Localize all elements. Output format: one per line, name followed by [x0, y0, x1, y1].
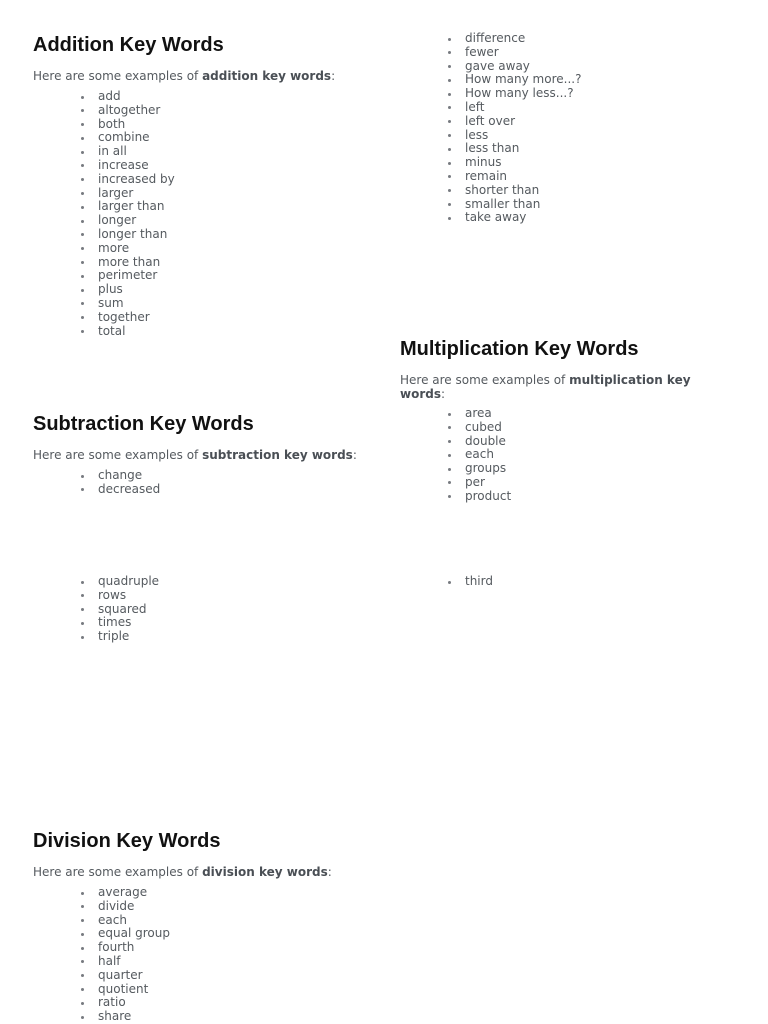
list-item: fewer — [448, 46, 581, 60]
list-item: half — [81, 955, 170, 969]
list-item: ratio — [81, 996, 170, 1010]
division-intro-colon: : — [327, 865, 332, 879]
subtraction-intro-colon: : — [352, 448, 357, 462]
list-item: quadruple — [81, 575, 159, 589]
list-item: total — [81, 325, 175, 339]
list-item: left — [448, 101, 581, 115]
subtraction-word-list — [81, 469, 160, 497]
list-item: each — [81, 914, 170, 928]
list-item: product — [448, 490, 511, 504]
list-item: change — [81, 469, 160, 483]
division-intro-bold: division key words — [202, 865, 328, 879]
list-item: both — [81, 118, 175, 132]
list-item: altogether — [81, 104, 175, 118]
list-item: in all — [81, 145, 175, 159]
list-item: add — [81, 90, 175, 104]
list-item: shorter than — [448, 184, 581, 198]
list-item: less than — [448, 142, 581, 156]
list-item: increased by — [81, 173, 175, 187]
list-item: decreased — [81, 483, 160, 497]
subtraction-intro — [33, 448, 357, 462]
addition-section — [33, 33, 335, 83]
subtraction-heading: Subtraction Key Words — [33, 413, 254, 435]
list-item: longer — [81, 214, 175, 228]
list-item: squared — [81, 603, 159, 617]
multiplication-word-list — [448, 407, 511, 504]
list-item: larger — [81, 187, 175, 201]
list-item: quarter — [81, 969, 170, 983]
list-item: triple — [81, 630, 159, 644]
list-item: remain — [448, 170, 581, 184]
addition-intro-text: Here are some examples of — [33, 69, 203, 83]
subtraction-section — [33, 412, 357, 462]
subtraction-intro-text: Here are some examples of — [33, 448, 203, 462]
list-item: share — [81, 1010, 170, 1024]
addition-intro — [33, 69, 335, 83]
multiplication-heading: Multiplication Key Words — [400, 338, 639, 360]
list-item: times — [81, 616, 159, 630]
addition-intro-colon: : — [331, 69, 336, 83]
list-item: left over — [448, 115, 581, 129]
list-item: take away — [448, 211, 581, 225]
list-item: increase — [81, 159, 175, 173]
multiplication-intro — [400, 373, 720, 401]
list-item: area — [448, 407, 511, 421]
addition-word-list — [81, 90, 175, 338]
multiplication-intro-colon: : — [440, 387, 446, 401]
division-section — [33, 829, 332, 879]
multiplication-section — [400, 337, 720, 401]
list-item: double — [448, 435, 511, 449]
list-item: more — [81, 242, 175, 256]
division-intro — [33, 865, 332, 879]
list-item: minus — [448, 156, 581, 170]
list-item: third — [448, 575, 493, 589]
list-item: average — [81, 886, 170, 900]
division-intro-text: Here are some examples of — [33, 865, 203, 879]
list-item: more than — [81, 256, 175, 270]
list-item: perimeter — [81, 269, 175, 283]
list-item: gave away — [448, 60, 581, 74]
list-item: less — [448, 129, 581, 143]
multiplication-word-list-continued — [81, 575, 159, 644]
list-item: sum — [81, 297, 175, 311]
list-item: groups — [448, 462, 511, 476]
list-item: How many more...? — [448, 73, 581, 87]
list-item: each — [448, 448, 511, 462]
list-item: quotient — [81, 983, 170, 997]
list-item: longer than — [81, 228, 175, 242]
subtraction-intro-bold: subtraction key words — [202, 448, 353, 462]
division-word-list — [81, 886, 170, 1024]
list-item: per — [448, 476, 511, 490]
division-heading: Division Key Words — [33, 830, 221, 852]
list-item: divide — [81, 900, 170, 914]
addition-intro-bold: addition key words — [202, 69, 332, 83]
addition-heading: Addition Key Words — [33, 34, 224, 56]
subtraction-word-list-continued — [448, 32, 581, 225]
list-item: smaller than — [448, 198, 581, 212]
list-item: larger than — [81, 200, 175, 214]
multiplication-intro-bold: multiplication key — [569, 373, 691, 387]
multiplication-intro-bold-cont: words — [400, 387, 441, 401]
list-item: fourth — [81, 941, 170, 955]
list-item: together — [81, 311, 175, 325]
multiplication-intro-text: Here are some examples of — [400, 373, 570, 387]
list-item: combine — [81, 131, 175, 145]
list-item: equal group — [81, 927, 170, 941]
list-item: cubed — [448, 421, 511, 435]
list-item: rows — [81, 589, 159, 603]
list-item: How many less...? — [448, 87, 581, 101]
fraction-word-list — [448, 575, 493, 589]
list-item: difference — [448, 32, 581, 46]
list-item: plus — [81, 283, 175, 297]
